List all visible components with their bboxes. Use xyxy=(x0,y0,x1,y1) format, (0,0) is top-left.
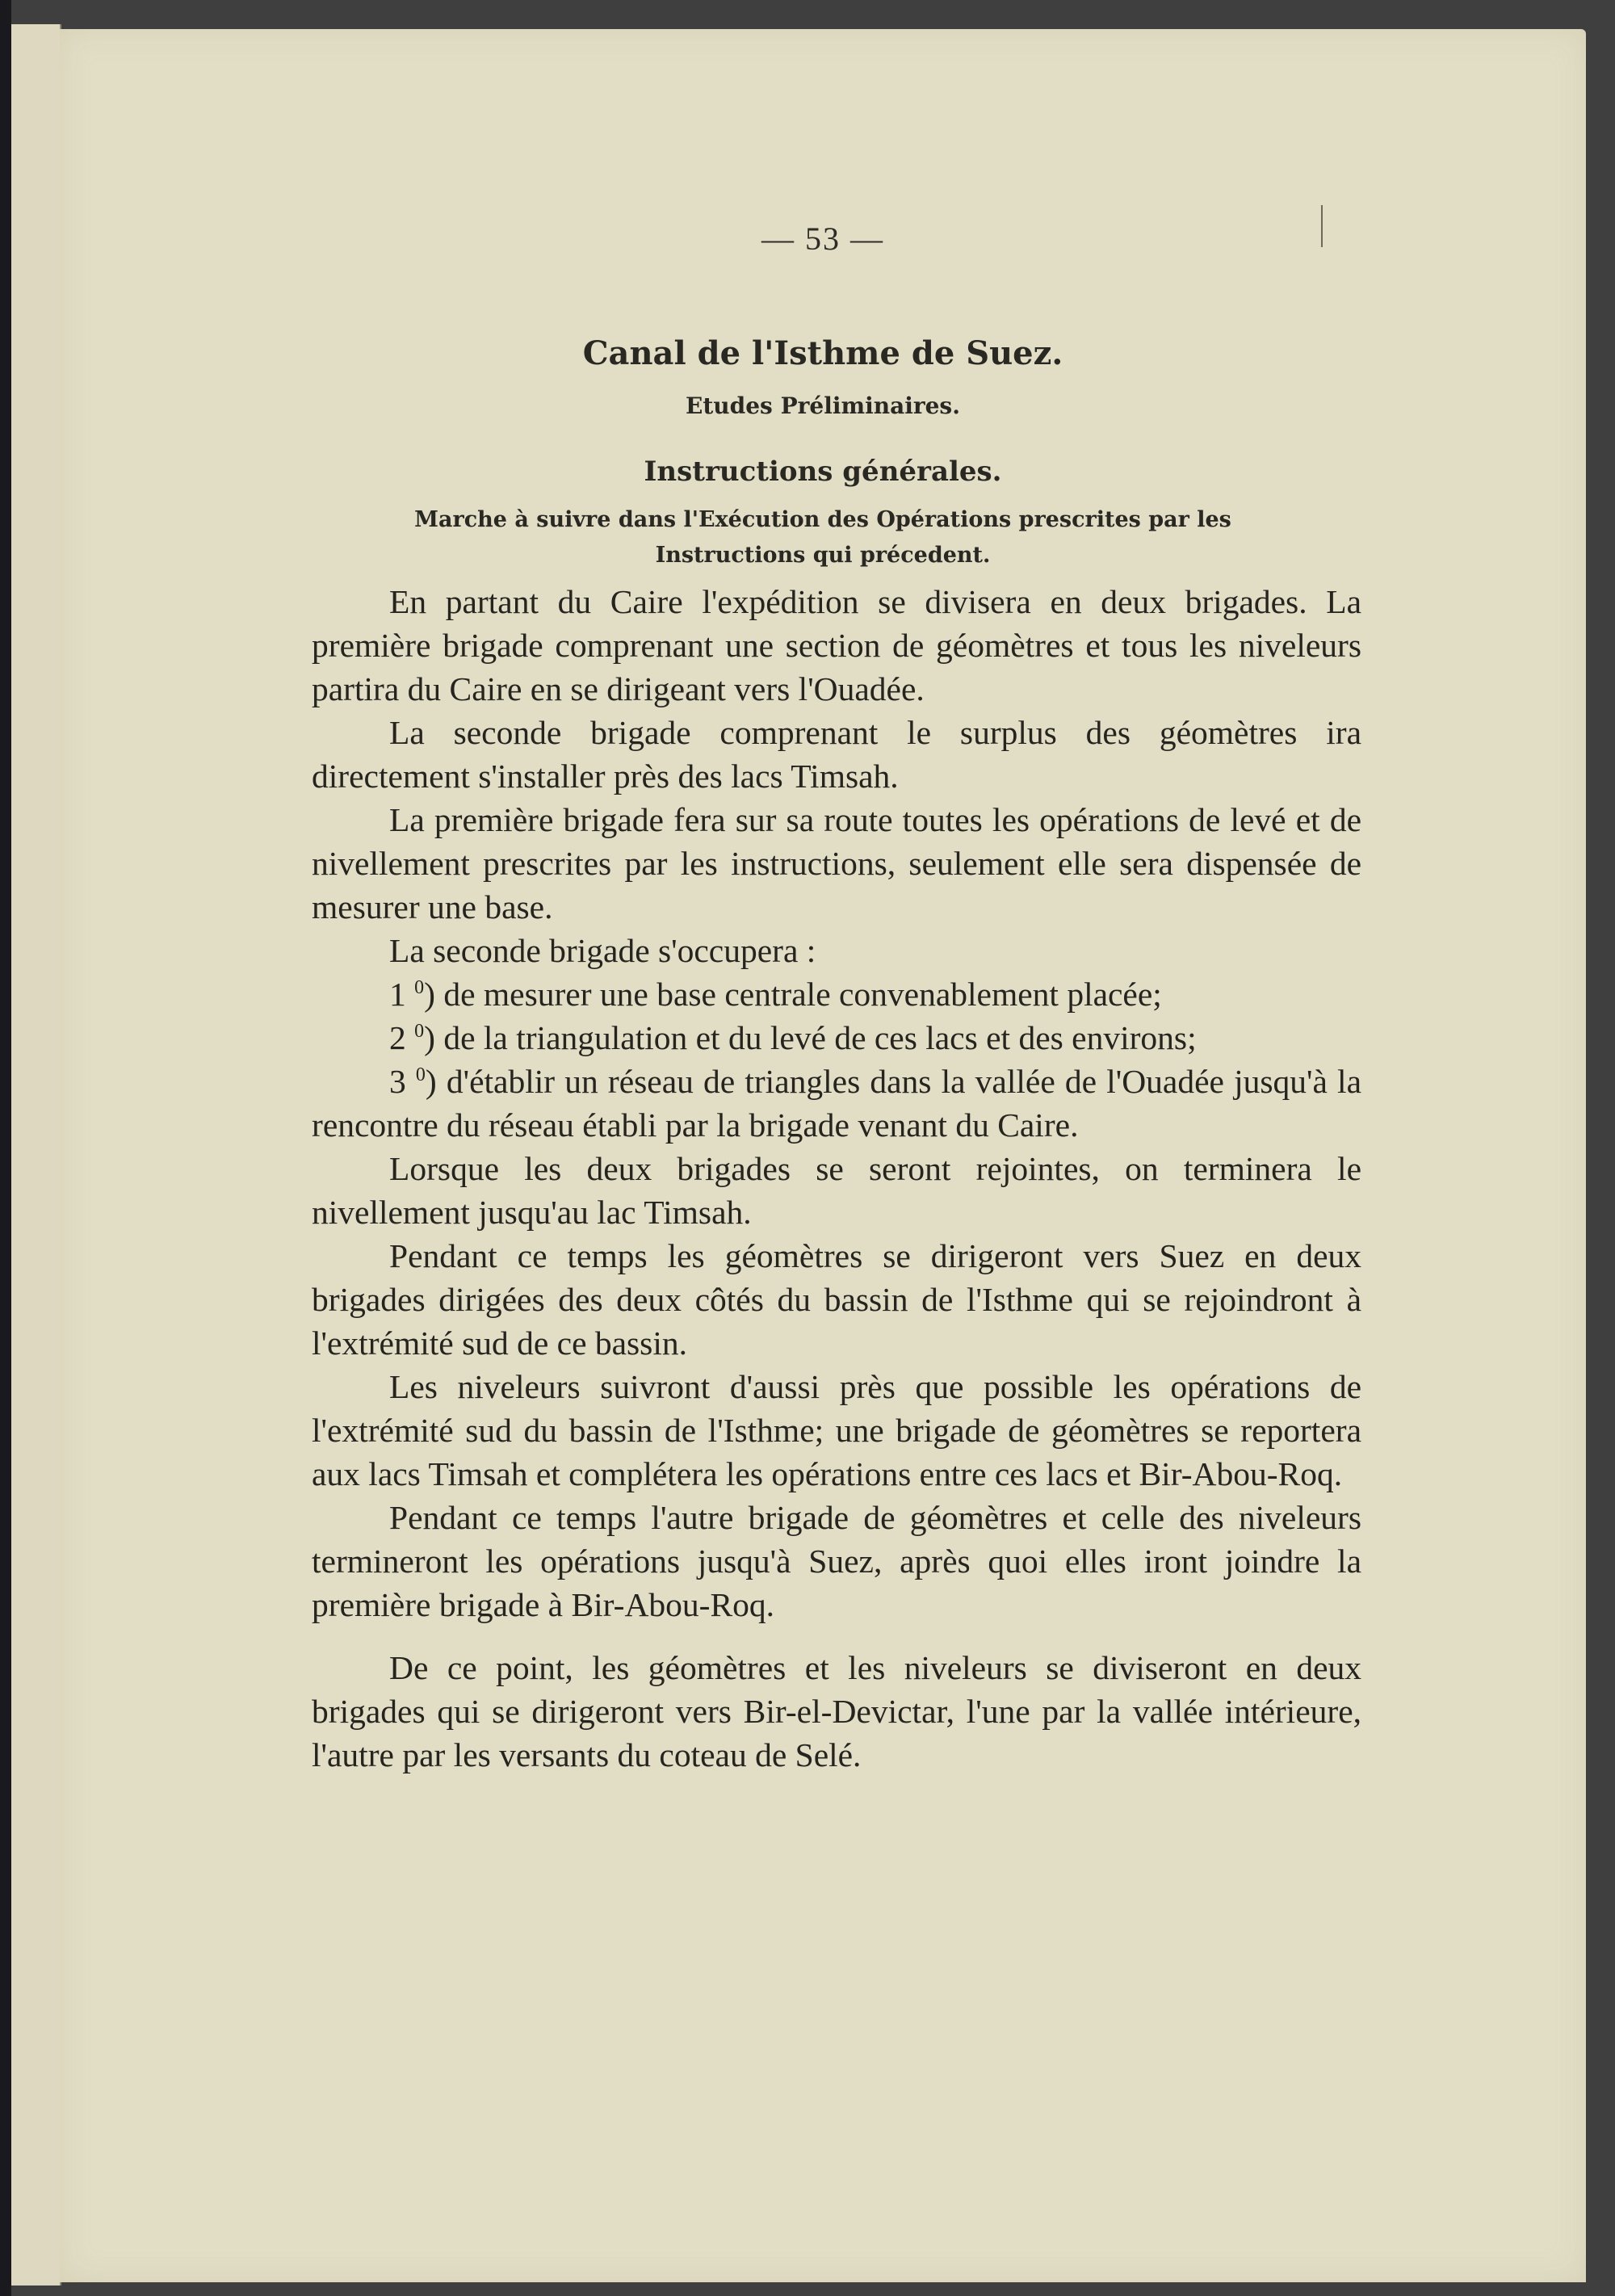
list-item: 1 $^0$) de mesurer une base centrale convenablement placée; xyxy=(389,976,1162,1013)
paragraph: La première brigade fera sur sa route toutes les opérations de levé et de nivellement prescrites par les instructions, seulement elle sera dispensée de mesurer une base. xyxy=(312,801,1361,926)
list-marker: 3 xyxy=(389,1063,406,1100)
list-item: 2 $^0$) de la triangulation et du levé de ces lacs et des environs; xyxy=(389,1019,1197,1056)
paragraph: Pendant ce temps l'autre brigade de géomètres et celle des niveleurs termineront les opérations jusqu'à Suez, après quoi elles iront joindre la première brigade à Bir-Abou-Roq. xyxy=(312,1499,1361,1623)
list-item-text: de la triangulation et du levé de ces lacs et des environs; xyxy=(443,1019,1197,1056)
list-item-text: de mesurer une base centrale convenablement placée; xyxy=(443,976,1162,1013)
section-title: Instructions générales. xyxy=(644,455,1002,488)
paragraph: De ce point, les géomètres et les niveleurs se diviseront en deux brigades qui se dirigeront vers Bir-el-Devictar, l'une par la vallée intérieure, l'autre par les versants du coteau de Selé. xyxy=(312,1649,1361,1773)
section-subtitle-line-1: Marche à suivre dans l'Exécution des Opérations prescrites par les xyxy=(414,507,1231,532)
paragraph: Lorsque les deux brigades se seront rejointes, on terminera le nivellement jusqu'au lac Timsah. xyxy=(312,1150,1361,1231)
list-marker: 1 xyxy=(389,976,406,1013)
facing-page-edge xyxy=(11,24,61,2286)
scan-background-edge xyxy=(0,0,11,2296)
body-text xyxy=(312,580,1361,1777)
paragraph: La seconde brigade comprenant le surplus des géomètres ira directement s'installer près des lacs Timsah. xyxy=(312,714,1361,795)
page-number: — 53 — xyxy=(761,220,884,257)
list-marker-degree: 0 xyxy=(414,1021,425,1043)
list-item-text: d'établir un réseau de triangles dans la vallée de l'Ouadée jusqu'à la rencontre du réseau établi par la brigade venant du Caire. xyxy=(312,1063,1362,1144)
paragraph: Pendant ce temps les géomètres se dirigeront vers Suez en deux brigades dirigées des deux côtés du bassin de l'Isthme qui se rejoindront à l'extrémité sud de ce bassin. xyxy=(312,1237,1361,1362)
list-marker-degree: 0 xyxy=(414,977,425,999)
document-title: Canal de l'Isthme de Suez. xyxy=(582,334,1063,372)
list-item: 3 $^0$) d'établir un réseau de triangles dans la vallée de l'Ouadée jusqu'à la rencontre du réseau établi par la brigade venant du Caire. xyxy=(312,1063,1362,1144)
paragraph: Les niveleurs suivront d'aussi près que possible les opérations de l'extrémité sud du bassin de l'Isthme; une brigade de géomètres se reportera aux lacs Timsah et complétera les opérations entre ces lacs et Bir-Abou-Roq. xyxy=(312,1368,1361,1492)
list-marker-degree: 0 xyxy=(415,1064,426,1086)
section-subtitle-line-2: Instructions qui précedent. xyxy=(655,543,991,568)
section-subtitle xyxy=(60,502,1586,573)
document-subtitle: Etudes Préliminaires. xyxy=(686,392,960,419)
paragraph: En partant du Caire l'expédition se divisera en deux brigades. La première brigade comprenant une section de géomètres et tous les niveleurs partira du Caire en se dirigeant vers l'Ouadée. xyxy=(312,583,1361,707)
list-marker: 2 xyxy=(389,1019,406,1056)
document-page xyxy=(60,29,1586,2282)
paragraph: La seconde brigade s'occupera : xyxy=(389,932,816,969)
